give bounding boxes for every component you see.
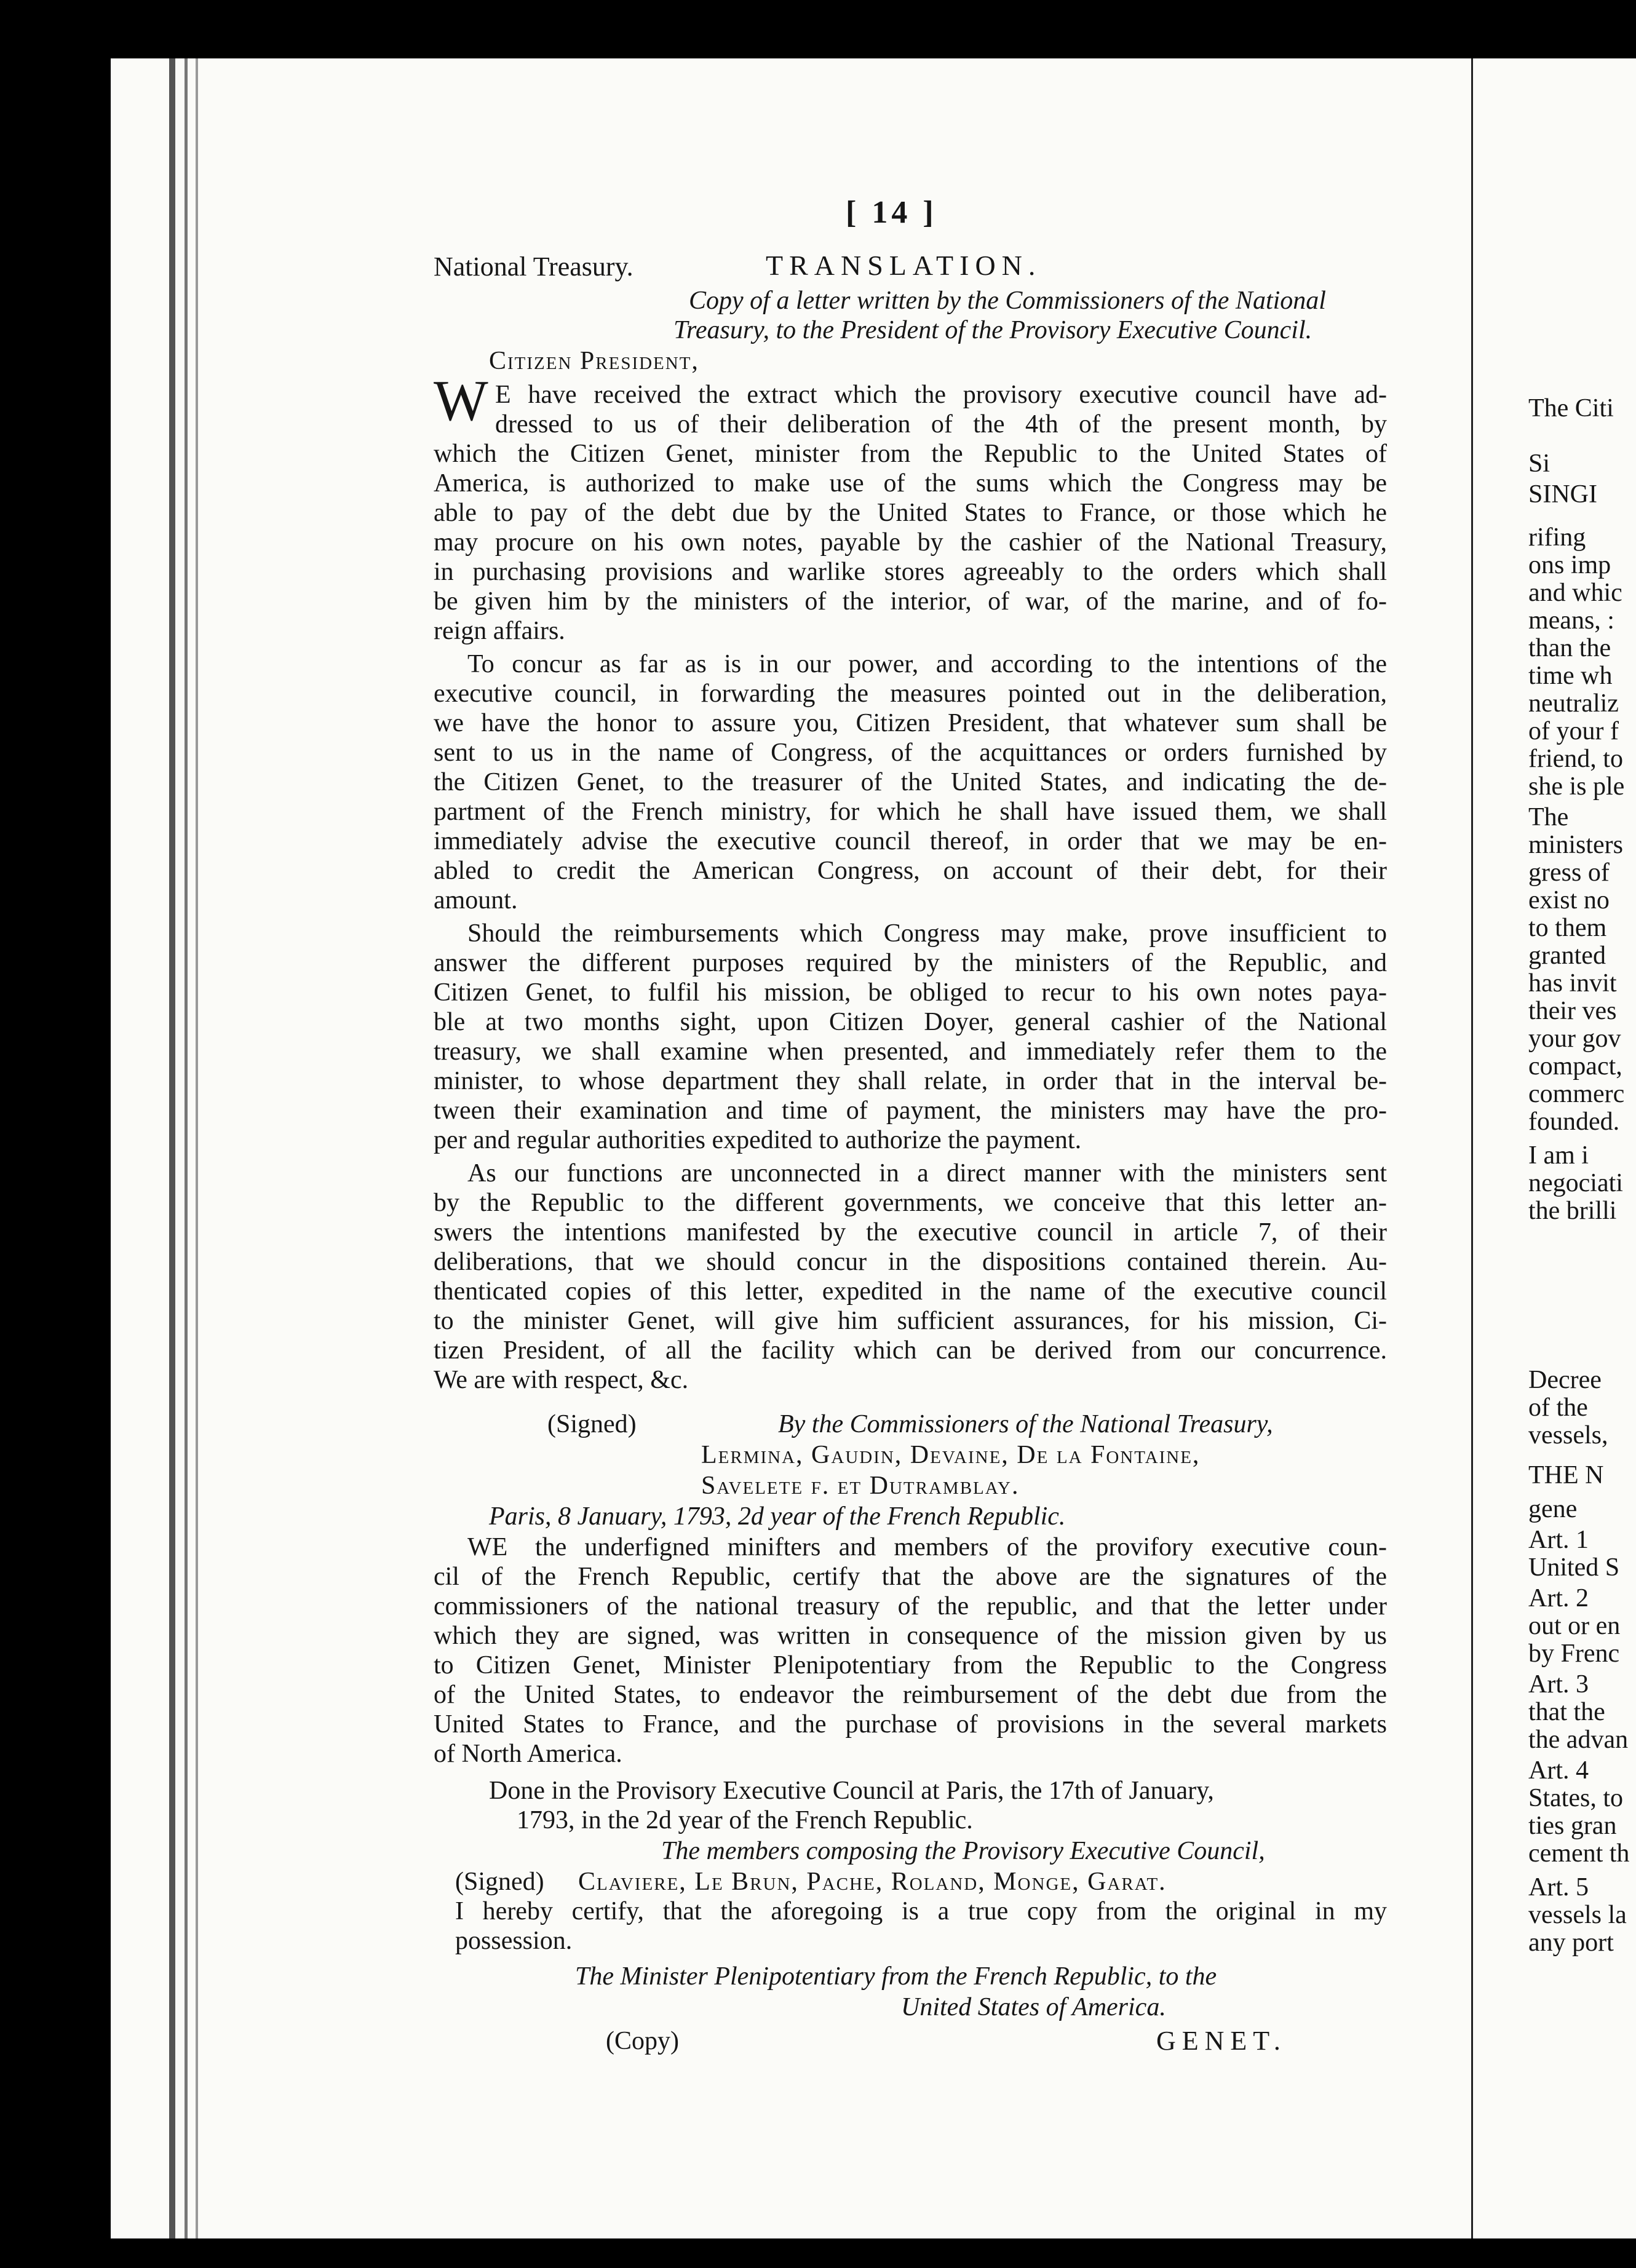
right-page-line: Art. 2	[1528, 1584, 1589, 1612]
right-page-line: ties gran	[1528, 1812, 1617, 1840]
council-signers: Claviere, Le Brun, Pache, Roland, Monge, Garat.	[578, 1868, 1167, 1896]
right-page-line: and whic	[1528, 579, 1622, 607]
right-page-line: out or en	[1528, 1612, 1621, 1640]
signers-line-1: Lermina, Gaudin, Devaine, De la Fontaine,	[701, 1441, 1201, 1469]
right-page-line: I am i	[1528, 1141, 1589, 1170]
right-page-line: their ves	[1528, 997, 1617, 1025]
para2-line: partment of the French ministry, for which he shall have issued them, we shall	[434, 798, 1387, 826]
certify-line: possession.	[455, 1927, 573, 1955]
right-page-line: has invit	[1528, 969, 1617, 997]
right-page-line: compact,	[1528, 1052, 1622, 1080]
genet-signature: GENET.	[1156, 2026, 1287, 2056]
signed-label-2: (Signed)	[455, 1868, 544, 1896]
right-page-line: SINGI	[1528, 480, 1597, 509]
certify-line: I hereby certify, that the aforegoing is a true copy from the original in my	[455, 1897, 1387, 1925]
salutation: Citizen President,	[489, 347, 699, 375]
right-page-line: ons imp	[1528, 551, 1611, 579]
para1-line: may procure on his own notes, payable by the cashier of the National Treasury,	[434, 528, 1387, 557]
drop-cap: W	[434, 369, 488, 433]
right-page-line: Decree	[1528, 1366, 1602, 1394]
page-heading: TRANSLATION.	[766, 250, 1042, 281]
right-page-line: Art. 3	[1528, 1670, 1589, 1699]
right-page-line: that the	[1528, 1698, 1605, 1726]
cert-line: to Citizen Genet, Minister Plenipotentiary from the Republic to the Congress	[434, 1651, 1387, 1679]
right-page-line: negociati	[1528, 1169, 1623, 1197]
signed-by: By the Commissioners of the National Treasury,	[778, 1410, 1273, 1438]
right-page-line: granted	[1528, 942, 1606, 970]
cert-line: commissioners of the national treasury of the republic, and that the letter under	[434, 1592, 1387, 1620]
right-page-line: your gov	[1528, 1025, 1621, 1053]
right-page-line: the brilli	[1528, 1197, 1617, 1225]
right-page-line: Art. 4	[1528, 1756, 1589, 1785]
para2-line: immediately advise the executive council thereof, in order that we may be en-	[434, 827, 1387, 855]
right-page-line: neutraliz	[1528, 689, 1619, 718]
right-page-line: Si	[1528, 450, 1551, 478]
done-line-1: Done in the Provisory Executive Council at Paris, the 17th of January,	[489, 1777, 1214, 1805]
right-page-line: exist no	[1528, 886, 1610, 914]
para2-line: executive council, in forwarding the measures pointed out in the deliberation,	[434, 680, 1387, 708]
right-page-line: she is ple	[1528, 772, 1625, 801]
right-page-line: gene	[1528, 1495, 1578, 1523]
subtitle-line-1: Copy of a letter written by the Commissioners of the National	[689, 287, 1326, 315]
para2-line: To concur as far as is in our power, and according to the intentions of the	[467, 650, 1387, 678]
right-page-line: friend, to	[1528, 745, 1623, 773]
gutter-line-2	[185, 58, 188, 2238]
right-page-line: founded.	[1528, 1108, 1620, 1136]
para2-line: sent to us in the name of Congress, of the acquittances or orders furnished by	[434, 739, 1387, 767]
cert-line: of North America.	[434, 1740, 622, 1768]
right-page-line: any port	[1528, 1929, 1614, 1957]
right-page-line: vessels,	[1528, 1421, 1608, 1449]
para4-line: We are with respect, &c.	[434, 1366, 689, 1394]
para3-line: treasury, we shall examine when presented, and immediately refer them to the	[434, 1037, 1387, 1066]
right-page-line: by Frenc	[1528, 1640, 1620, 1668]
para3-line: Should the reimbursements which Congress may make, prove insufficient to	[467, 919, 1387, 948]
right-page-line: States, to	[1528, 1784, 1623, 1812]
right-page-line: rifing	[1528, 523, 1586, 552]
para3-line: Citizen Genet, to fulfil his mission, be obliged to recur to his own notes paya-	[434, 978, 1387, 1007]
right-page-line: The	[1528, 803, 1569, 831]
subtitle-line-2: Treasury, to the President of the Provisory Executive Council.	[673, 316, 1312, 344]
right-page-line: THE N	[1528, 1461, 1604, 1489]
para3-line: minister, to whose department they shall relate, in order that in the interval be-	[434, 1067, 1387, 1095]
right-page-line: of the	[1528, 1394, 1588, 1422]
para1-line: in purchasing provisions and warlike stores agreeably to the orders which shall	[434, 558, 1387, 586]
para1-line: reign affairs.	[434, 617, 565, 645]
right-page-line: United S	[1528, 1553, 1620, 1582]
para1-line: be given him by the ministers of the interior, of war, of the marine, and of fo-	[434, 587, 1387, 616]
right-page-line: Art. 5	[1528, 1873, 1589, 1901]
para2-line: the Citizen Genet, to the treasurer of the United States, and indicating the de-	[434, 768, 1387, 796]
cert-line: which they are signed, was written in consequence of the mission given by us	[434, 1622, 1387, 1650]
para3-line: tween their examination and time of payment, the ministers may have the pro-	[434, 1096, 1387, 1125]
para2-line: we have the honor to assure you, Citizen President, that whatever sum shall be	[434, 709, 1387, 737]
right-page-line: Art. 1	[1528, 1526, 1589, 1554]
para4-line: As our functions are unconnected in a direct manner with the ministers sent	[467, 1159, 1387, 1188]
para4-line: tizen President, of all the facility which can be derived from our concurrence.	[434, 1336, 1387, 1365]
para1-line: which the Citizen Genet, minister from the Republic to the United States of	[434, 440, 1387, 468]
minister-line-2: United States of America.	[901, 1993, 1166, 2021]
right-page-line: gress of	[1528, 858, 1610, 887]
para1-line: able to pay of the debt due by the United States to France, or those which he	[434, 499, 1387, 527]
cert-line: of the United States, to endeavor the reimbursement of the debt due from the	[434, 1681, 1387, 1709]
right-page-line: The Citi	[1528, 394, 1614, 422]
para4-line: to the minister Genet, will give him sufficient assurances, for his mission, Ci-	[434, 1307, 1387, 1335]
para2-line: abled to credit the American Congress, on account of their debt, for their	[434, 857, 1387, 885]
para4-line: by the Republic to the different governments, we conceive that this letter an-	[434, 1189, 1387, 1217]
right-page-line: ministers	[1528, 831, 1623, 859]
signers-line-2: Savelete f. et Dutramblay.	[701, 1472, 1020, 1500]
cert-line: the underfigned minifters and members of the provifory executive coun-	[535, 1533, 1387, 1561]
right-page-line: to them	[1528, 914, 1607, 942]
gutter-lines	[169, 58, 175, 2238]
done-line-2: 1793, in the 2d year of the French Republic.	[517, 1806, 973, 1834]
right-page-line: means, :	[1528, 606, 1614, 635]
cert-line: United States to France, and the purchase of provisions in the several markets	[434, 1710, 1387, 1739]
dateline: Paris, 8 January, 1793, 2d year of the French Republic.	[489, 1502, 1066, 1531]
para1-line: E have received the extract which the provisory executive council have ad-	[495, 381, 1387, 409]
para3-line: per and regular authorities expedited to authorize the payment.	[434, 1126, 1082, 1154]
members-line: The members composing the Provisory Executive Council,	[661, 1837, 1265, 1865]
gutter-line-3	[196, 58, 198, 2238]
para3-line: ble at two months sight, upon Citizen Doyer, general cashier of the National	[434, 1008, 1387, 1036]
right-page-line: commerc	[1528, 1080, 1625, 1108]
right-page-line: of your f	[1528, 717, 1619, 745]
page-top-edge	[111, 58, 1495, 114]
para1-line: dressed to us of their deliberation of the 4th of the present month, by	[495, 410, 1387, 438]
side-note: National Treasury.	[434, 252, 633, 282]
signed-label: (Signed)	[547, 1410, 637, 1438]
para3-line: answer the different purposes required by the ministers of the Republic, and	[434, 949, 1387, 977]
right-page-line: cement th	[1528, 1839, 1630, 1868]
para4-line: swers the intentions manifested by the executive council in article 7, of their	[434, 1218, 1387, 1247]
minister-line-1: The Minister Plenipotentiary from the French Republic, to the	[575, 1962, 1217, 1991]
right-page-line: the advan	[1528, 1726, 1629, 1754]
right-page-line: vessels la	[1528, 1901, 1627, 1929]
cert-we: WE	[467, 1533, 508, 1561]
right-page-line: than the	[1528, 634, 1611, 662]
right-page-line: time wh	[1528, 662, 1613, 690]
para4-line: thenticated copies of this letter, expedited in the name of the executive council	[434, 1277, 1387, 1306]
cert-line: cil of the French Republic, certify that the above are the signatures of the	[434, 1563, 1387, 1591]
copy-label: (Copy)	[606, 2027, 679, 2055]
para1-line: America, is authorized to make use of the sums which the Congress may be	[434, 469, 1387, 498]
page-number: [ 14 ]	[846, 195, 937, 230]
para2-line: amount.	[434, 886, 518, 914]
para4-line: deliberations, that we should concur in the dispositions contained therein. Au-	[434, 1248, 1387, 1276]
